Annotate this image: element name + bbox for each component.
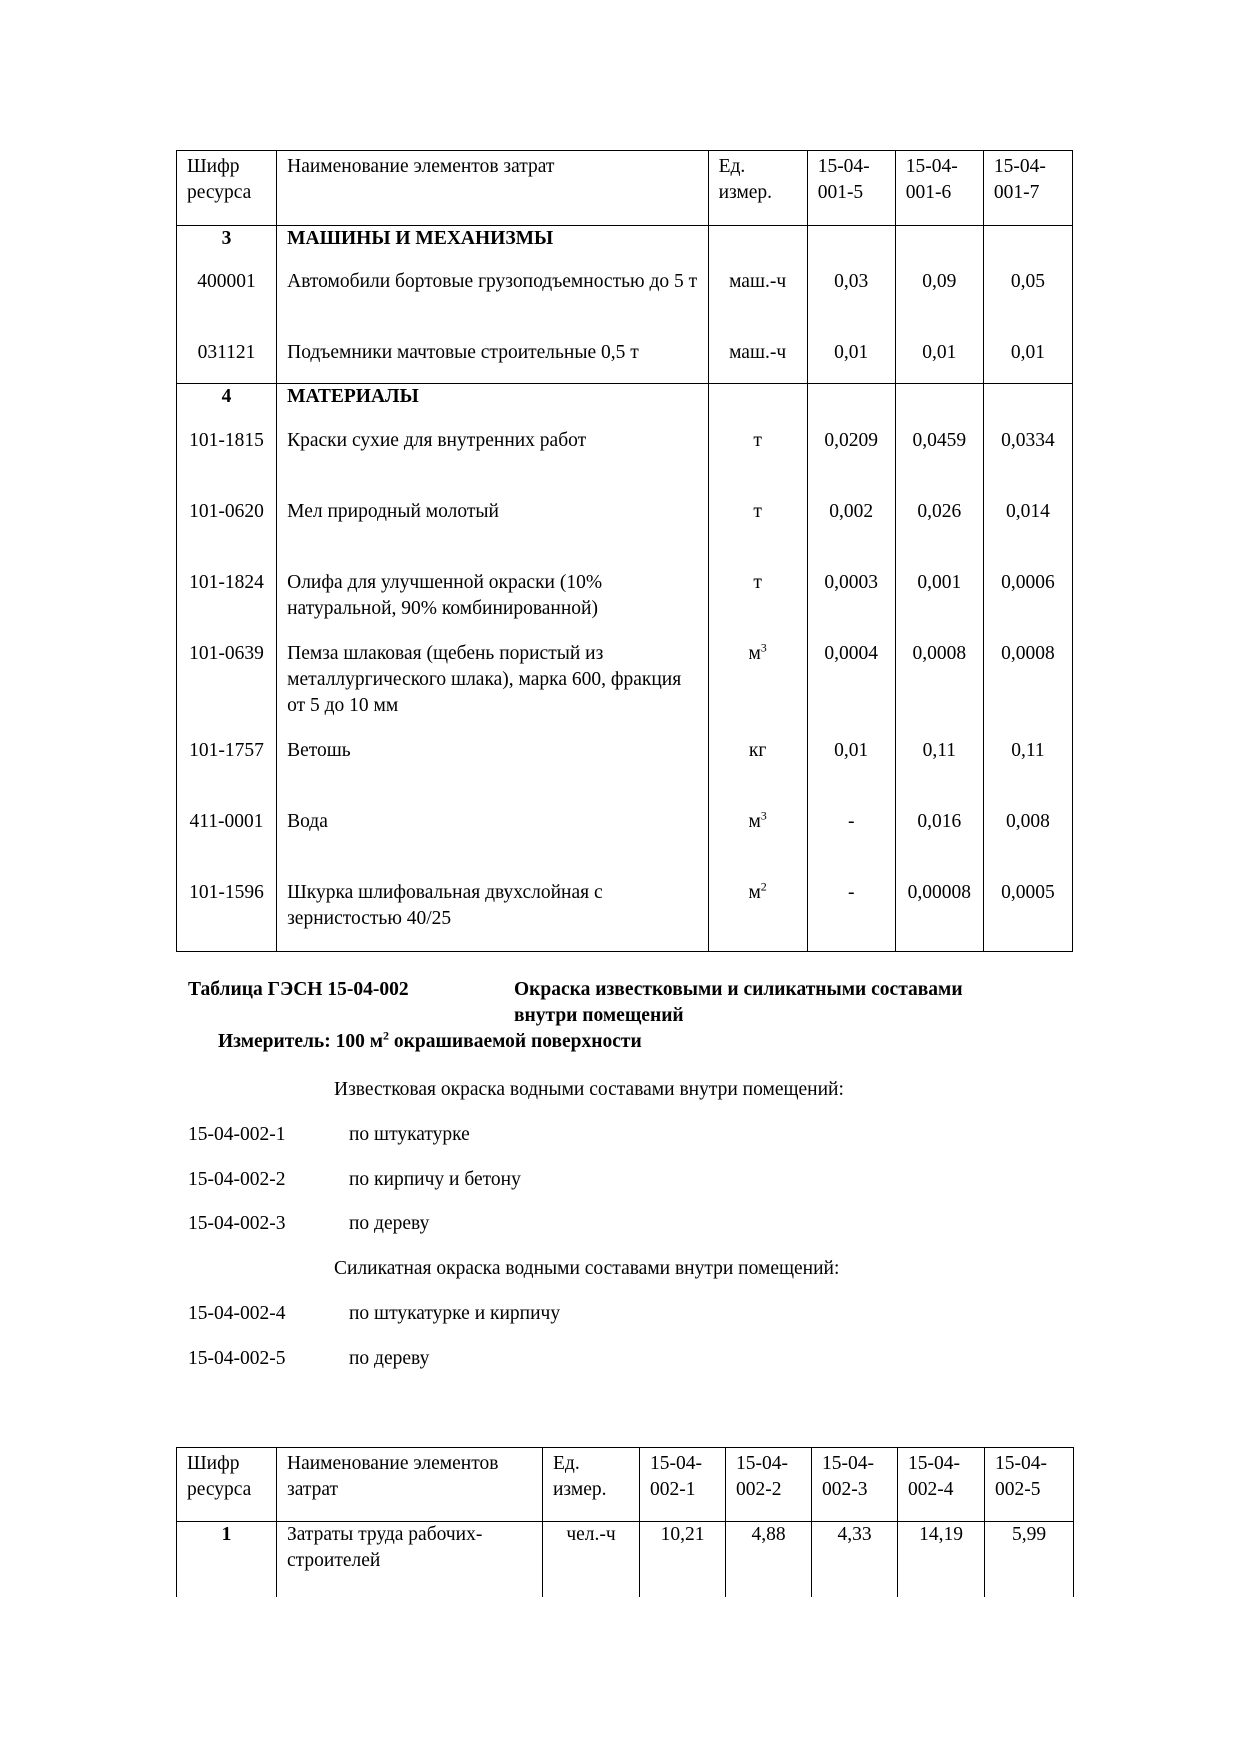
measure-suffix: окрашиваемой поверхности — [389, 1031, 642, 1052]
value-col-4: 14,19 — [898, 1522, 985, 1597]
value-col-3: 0,11 — [983, 738, 1072, 809]
resource-code: 101-0639 — [177, 641, 277, 738]
header-col-2: 15-04-001-6 — [895, 151, 983, 226]
header-name: Наименование элементов затрат — [277, 151, 708, 226]
resource-name: Затраты труда рабочих-строителей — [277, 1522, 543, 1597]
value-col-2: 0,01 — [895, 340, 983, 384]
header-col-3: 15-04-001-7 — [983, 151, 1072, 226]
unit-text: м — [748, 810, 761, 832]
norm-text: по штукатурке — [349, 1124, 470, 1145]
measure-unit — [218, 1029, 642, 1055]
resource-code: 031121 — [177, 340, 277, 384]
header-code: Шифр ресурса — [177, 1448, 277, 1522]
header-code: Шифр ресурса — [177, 151, 277, 226]
norm-text: по кирпичу и бетону — [349, 1169, 521, 1190]
norm-text: по дереву — [349, 1213, 430, 1234]
value-col-2: 0,11 — [895, 738, 983, 809]
value-col-2: 0,026 — [895, 499, 983, 570]
resource-code: 400001 — [177, 269, 277, 340]
header-name: Наименование элементов затрат — [277, 1448, 543, 1522]
value-col-1: - — [807, 809, 895, 880]
section-row — [177, 384, 1073, 428]
measure-prefix: Измеритель: 100 м — [218, 1031, 384, 1052]
resource-code: 101-1757 — [177, 738, 277, 809]
table-title-line-1: Окраска известковыми и силикатными составами — [514, 979, 963, 1000]
resource-name: Ветошь — [277, 738, 708, 809]
unit-text: м — [748, 642, 761, 664]
header-col-2: 15-04-002-2 — [726, 1448, 812, 1522]
resource-unit — [708, 641, 807, 738]
table-row — [177, 738, 1073, 809]
norm-text: по штукатурке и кирпичу — [349, 1303, 561, 1324]
table-row — [177, 641, 1073, 738]
header-unit: Ед. измер. — [708, 151, 807, 226]
resource-name: Подъемники мачтовые строительные 0,5 т — [277, 340, 708, 384]
value-col-1: 0,0004 — [807, 641, 895, 738]
resource-name: Олифа для улучшенной окраски (10% натуральной, 90% комбинированной) — [277, 570, 708, 641]
header-col-1: 15-04-002-1 — [640, 1448, 726, 1522]
norm-text: по дереву — [349, 1348, 430, 1369]
norm-code: 15-04-002-3 — [188, 1213, 286, 1234]
value-col-1: - — [807, 880, 895, 952]
value-col-3: 0,0006 — [983, 570, 1072, 641]
value-col-2: 0,0008 — [895, 641, 983, 738]
resource-table-15-04-002 — [176, 1447, 1074, 1597]
table-row — [177, 809, 1073, 880]
resource-name: Мел природный молотый — [277, 499, 708, 570]
norm-code: 15-04-002-2 — [188, 1169, 286, 1190]
resource-name: Пемза шлаковая (щебень пористый из металлургического шлака), марка 600, фракция от 5 до 10 мм — [277, 641, 708, 738]
resource-unit: т — [708, 428, 807, 499]
header-col-3: 15-04-002-3 — [812, 1448, 898, 1522]
value-col-2: 4,88 — [726, 1522, 812, 1597]
value-col-3: 4,33 — [812, 1522, 898, 1597]
table-row — [177, 1522, 1074, 1597]
section-row — [177, 226, 1073, 269]
norm-group-heading: Силикатная окраска водными составами внутри помещений: — [334, 1258, 840, 1279]
header-col-5: 15-04-002-5 — [985, 1448, 1074, 1522]
norm-code: 15-04-002-5 — [188, 1348, 286, 1369]
value-col-1: 0,01 — [807, 738, 895, 809]
value-col-1: 10,21 — [640, 1522, 726, 1597]
value-col-1: 0,0209 — [807, 428, 895, 499]
unit-text: м — [748, 881, 761, 903]
value-col-2: 0,00008 — [895, 880, 983, 952]
table-title-line-2: внутри помещений — [514, 1005, 684, 1026]
value-col-3: 0,0005 — [983, 880, 1072, 952]
value-col-3: 0,014 — [983, 499, 1072, 570]
resource-unit: т — [708, 499, 807, 570]
resource-unit — [708, 880, 807, 952]
value-col-3: 0,0008 — [983, 641, 1072, 738]
measure-exponent: 2 — [383, 1028, 390, 1043]
resource-unit: маш.-ч — [708, 269, 807, 340]
table-row — [177, 428, 1073, 499]
value-col-2: 0,016 — [895, 809, 983, 880]
table-header-row — [177, 151, 1073, 226]
resource-unit: чел.-ч — [543, 1522, 640, 1597]
unit-exponent: 2 — [760, 879, 767, 893]
value-col-1: 0,03 — [807, 269, 895, 340]
resource-code: 101-1815 — [177, 428, 277, 499]
norm-code: 15-04-002-1 — [188, 1124, 286, 1145]
header-col-1: 15-04-001-5 — [807, 151, 895, 226]
section-code: 4 — [177, 384, 277, 428]
value-col-1: 0,01 — [807, 340, 895, 384]
value-col-3: 0,0334 — [983, 428, 1072, 499]
resource-name: Краски сухие для внутренних работ — [277, 428, 708, 499]
value-col-5: 5,99 — [985, 1522, 1074, 1597]
table-row — [177, 269, 1073, 340]
resource-code: 101-1596 — [177, 880, 277, 952]
resource-code: 101-0620 — [177, 499, 277, 570]
value-col-2: 0,001 — [895, 570, 983, 641]
section-code: 1 — [177, 1522, 277, 1597]
table-label: Таблица ГЭСН 15-04-002 — [188, 979, 409, 1000]
resource-name: Шкурка шлифовальная двухслойная с зернистостью 40/25 — [277, 880, 708, 952]
section-title: МАТЕРИАЛЫ — [277, 384, 708, 428]
resource-unit — [708, 809, 807, 880]
resource-name: Автомобили бортовые грузоподъемностью до 5 т — [277, 269, 708, 340]
header-col-4: 15-04-002-4 — [898, 1448, 985, 1522]
resource-table-15-04-001 — [176, 150, 1073, 952]
unit-exponent: 3 — [760, 808, 767, 822]
header-unit: Ед. измер. — [543, 1448, 640, 1522]
section-code: 3 — [177, 226, 277, 269]
resource-code: 101-1824 — [177, 570, 277, 641]
table-row — [177, 570, 1073, 641]
value-col-3: 0,01 — [983, 340, 1072, 384]
value-col-3: 0,05 — [983, 269, 1072, 340]
section-title: МАШИНЫ И МЕХАНИЗМЫ — [277, 226, 708, 269]
norm-group-heading: Известковая окраска водными составами внутри помещений: — [334, 1079, 844, 1100]
norm-code: 15-04-002-4 — [188, 1303, 286, 1324]
resource-name: Вода — [277, 809, 708, 880]
resource-code: 411-0001 — [177, 809, 277, 880]
value-col-3: 0,008 — [983, 809, 1072, 880]
value-col-1: 0,0003 — [807, 570, 895, 641]
value-col-2: 0,0459 — [895, 428, 983, 499]
table-row — [177, 340, 1073, 384]
table-header-row — [177, 1448, 1074, 1522]
resource-unit: маш.-ч — [708, 340, 807, 384]
value-col-2: 0,09 — [895, 269, 983, 340]
value-col-1: 0,002 — [807, 499, 895, 570]
resource-unit: кг — [708, 738, 807, 809]
table-row — [177, 880, 1073, 952]
resource-unit: т — [708, 570, 807, 641]
table-row — [177, 499, 1073, 570]
unit-exponent: 3 — [760, 640, 767, 654]
